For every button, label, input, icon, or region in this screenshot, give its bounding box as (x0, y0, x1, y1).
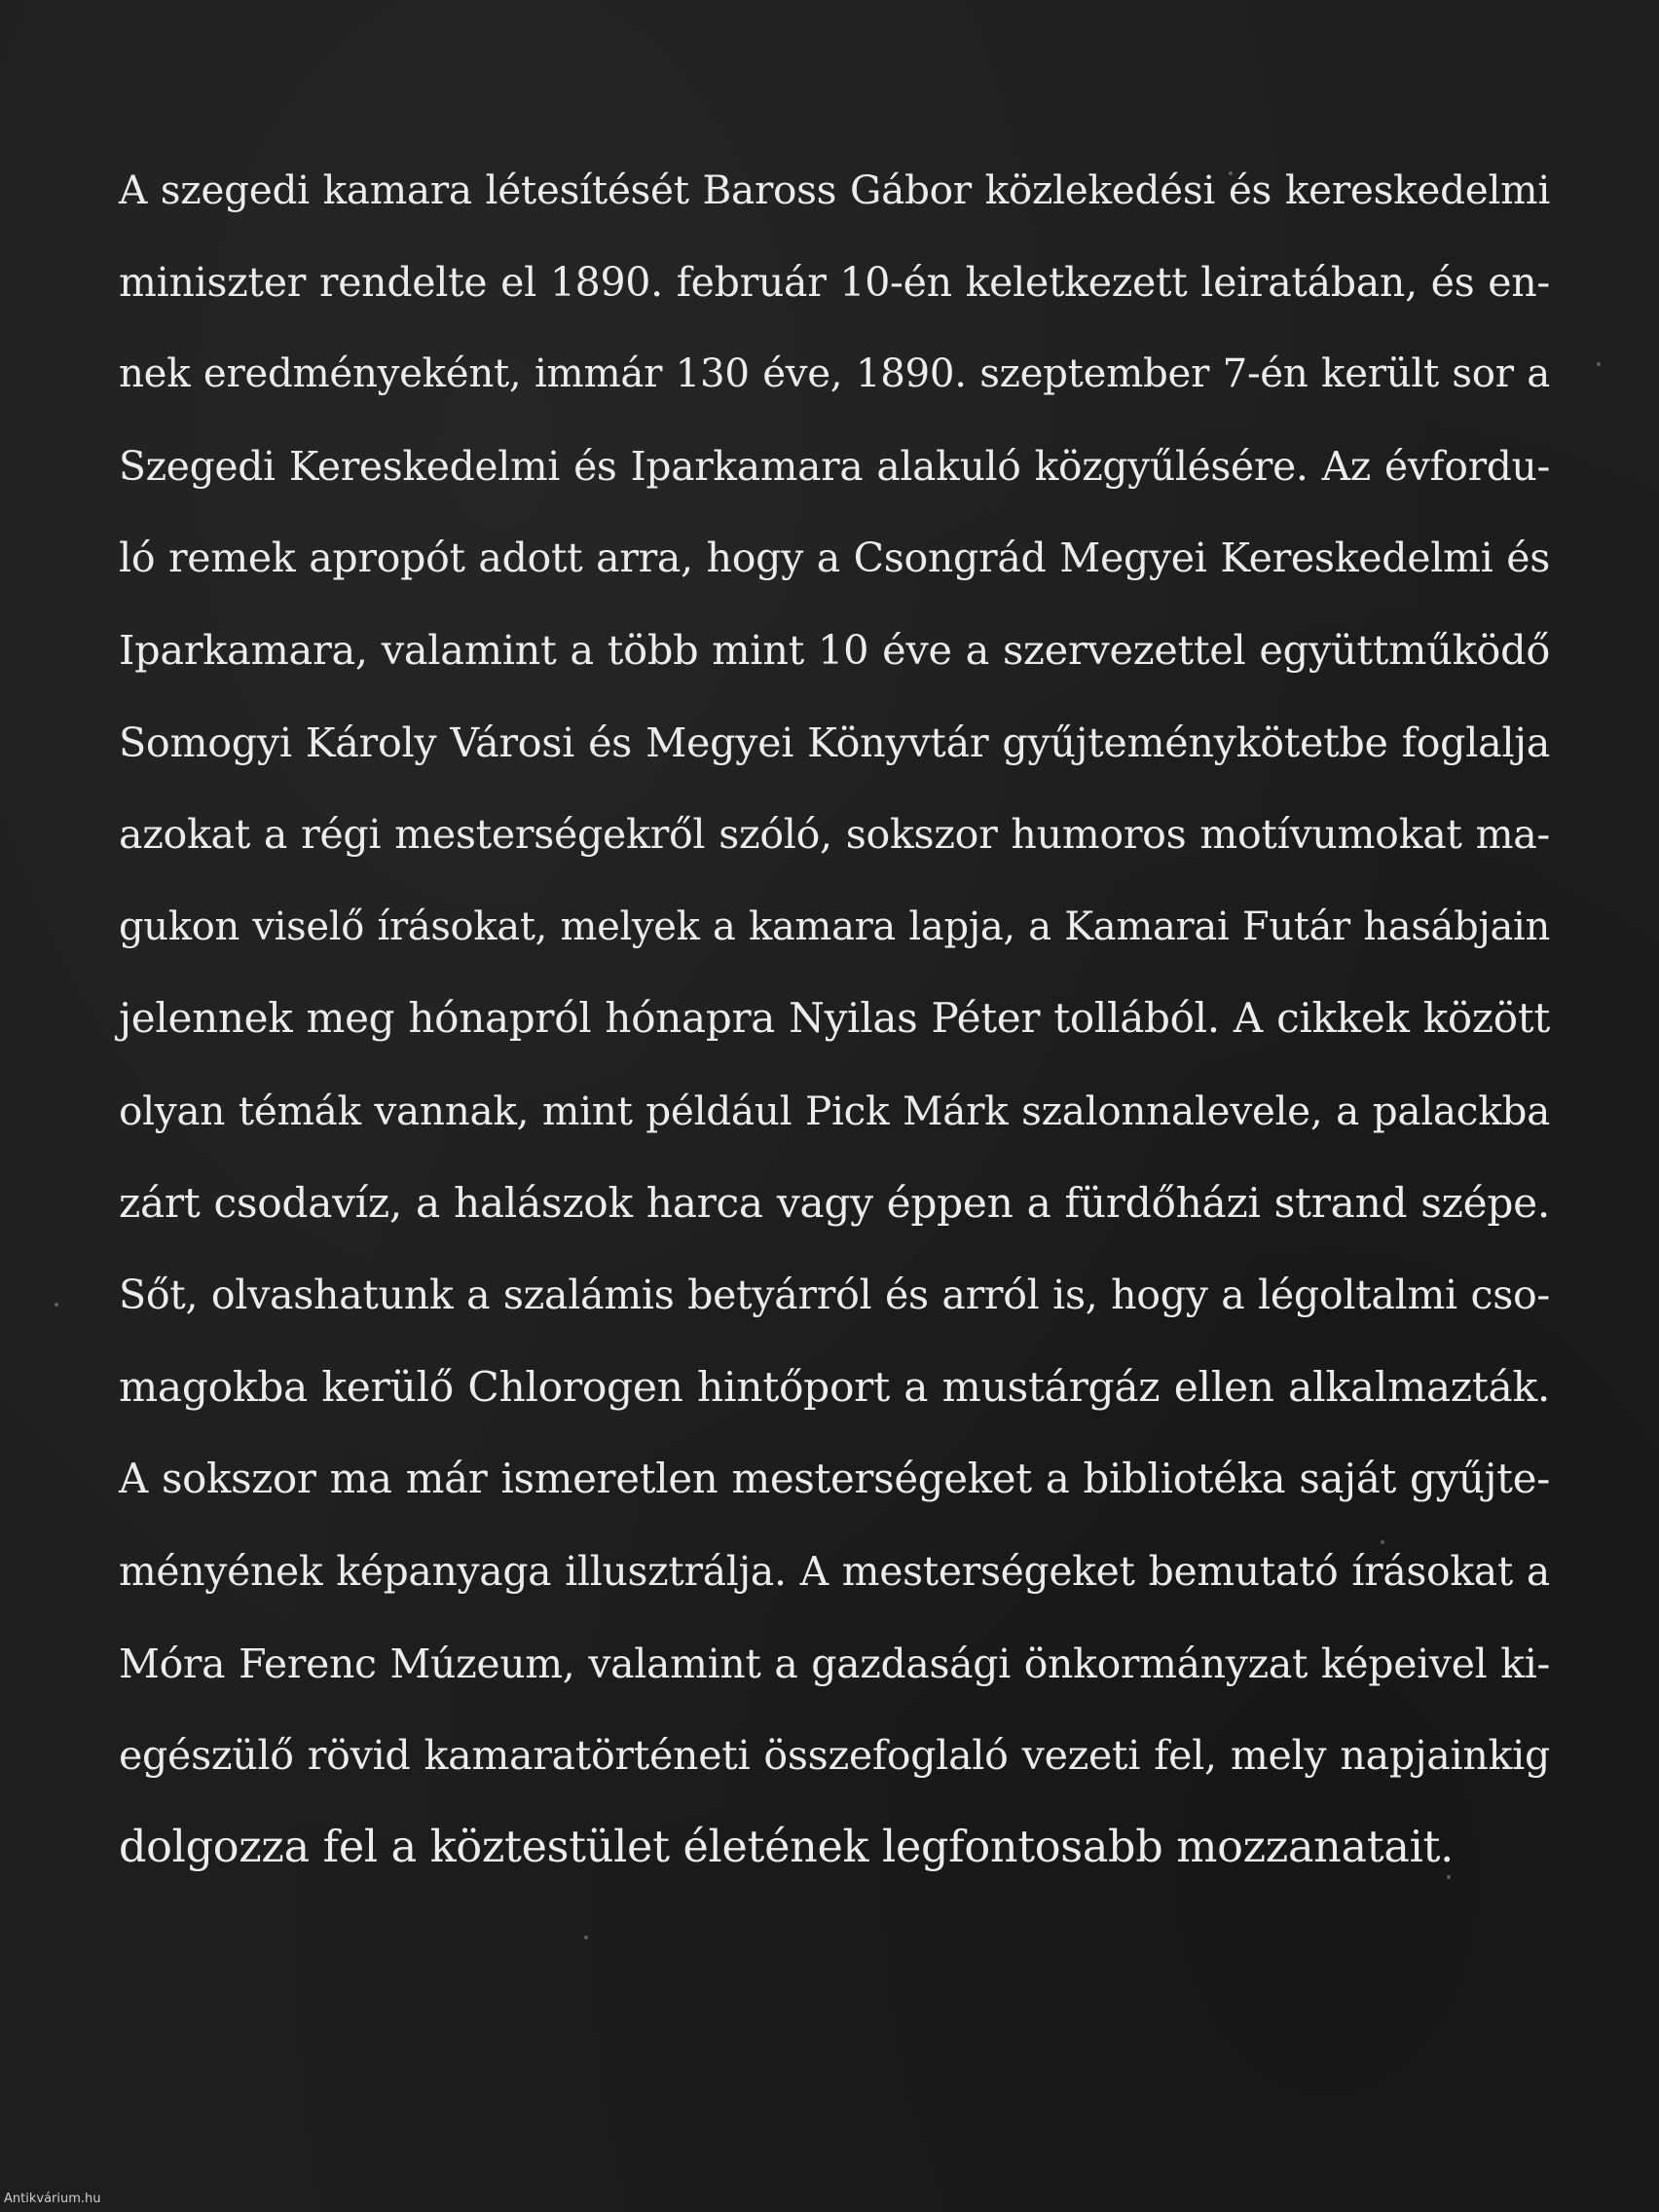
text-line: azokat a régi mesterségekről szóló, sokszor humoros motívumokat ma- (119, 811, 1550, 859)
text-line: jelennek meg hónapról hónapra Nyilas Péter tollából. A cikkek között (119, 994, 1550, 1043)
text-line: Iparkamara, valamint a több mint 10 éve a szervezettel együttműködő (119, 625, 1550, 674)
text-line: nek eredményeként, immár 130 éve, 1890. szeptember 7-én került sor a (119, 350, 1550, 397)
text-line: Somogyi Károly Városi és Megyei Könyvtár gyűjteménykötetbe foglalja (119, 719, 1550, 766)
text-line: Sőt, olvashatunk a szalámis betyárról és arról is, hogy a légoltalmi cso- (119, 1272, 1550, 1319)
text-line: ményének képanyaga illusztrálja. A mesterségeket bemutató írásokat a (119, 1547, 1550, 1595)
dust-speck (584, 1936, 588, 1939)
text-line: miniszter rendelte el 1890. február 10-én keletkezett leiratában, és en- (119, 258, 1550, 306)
text-line: zárt csodavíz, a halászok harca vagy éppen a fürdőházi strand szépe. (119, 1178, 1550, 1227)
text-line: gukon viselő írásokat, melyek a kamara lapja, a Kamarai Futár hasábjain (119, 903, 1550, 949)
dust-speck (55, 1303, 58, 1307)
dust-speck (1597, 362, 1601, 366)
text-line: Szegedi Kereskedelmi és Iparkamara alakuló közgyűlésére. Az évfordu- (119, 442, 1550, 490)
text-line: A sokszor ma már ismeretlen mesterségeket a bibliotéka saját gyűjte- (119, 1455, 1550, 1503)
text-line: ló remek apropót adott arra, hogy a Csongrád Megyei Kereskedelmi és (119, 535, 1550, 582)
blurb-text (119, 144, 1550, 1894)
text-line: Móra Ferenc Múzeum, valamint a gazdasági önkormányzat képeivel ki- (119, 1640, 1550, 1687)
text-line: dolgozza fel a köztestület életének legfontosabb mozzanatait. (119, 1822, 1454, 1872)
text-line: A szegedi kamara létesítését Baross Gábor közlekedési és kereskedelmi (119, 166, 1550, 213)
text-line: magokba kerülő Chlorogen hintőport a mustárgáz ellen alkalmazták. (119, 1362, 1550, 1411)
watermark: Antikvárium.hu (4, 2192, 101, 2206)
text-line: olyan témák vannak, mint például Pick Márk szalonnalevele, a palackba (119, 1087, 1550, 1134)
text-line: egészülő rövid kamaratörténeti összefoglaló vezeti fel, mely napjainkig (119, 1732, 1550, 1780)
